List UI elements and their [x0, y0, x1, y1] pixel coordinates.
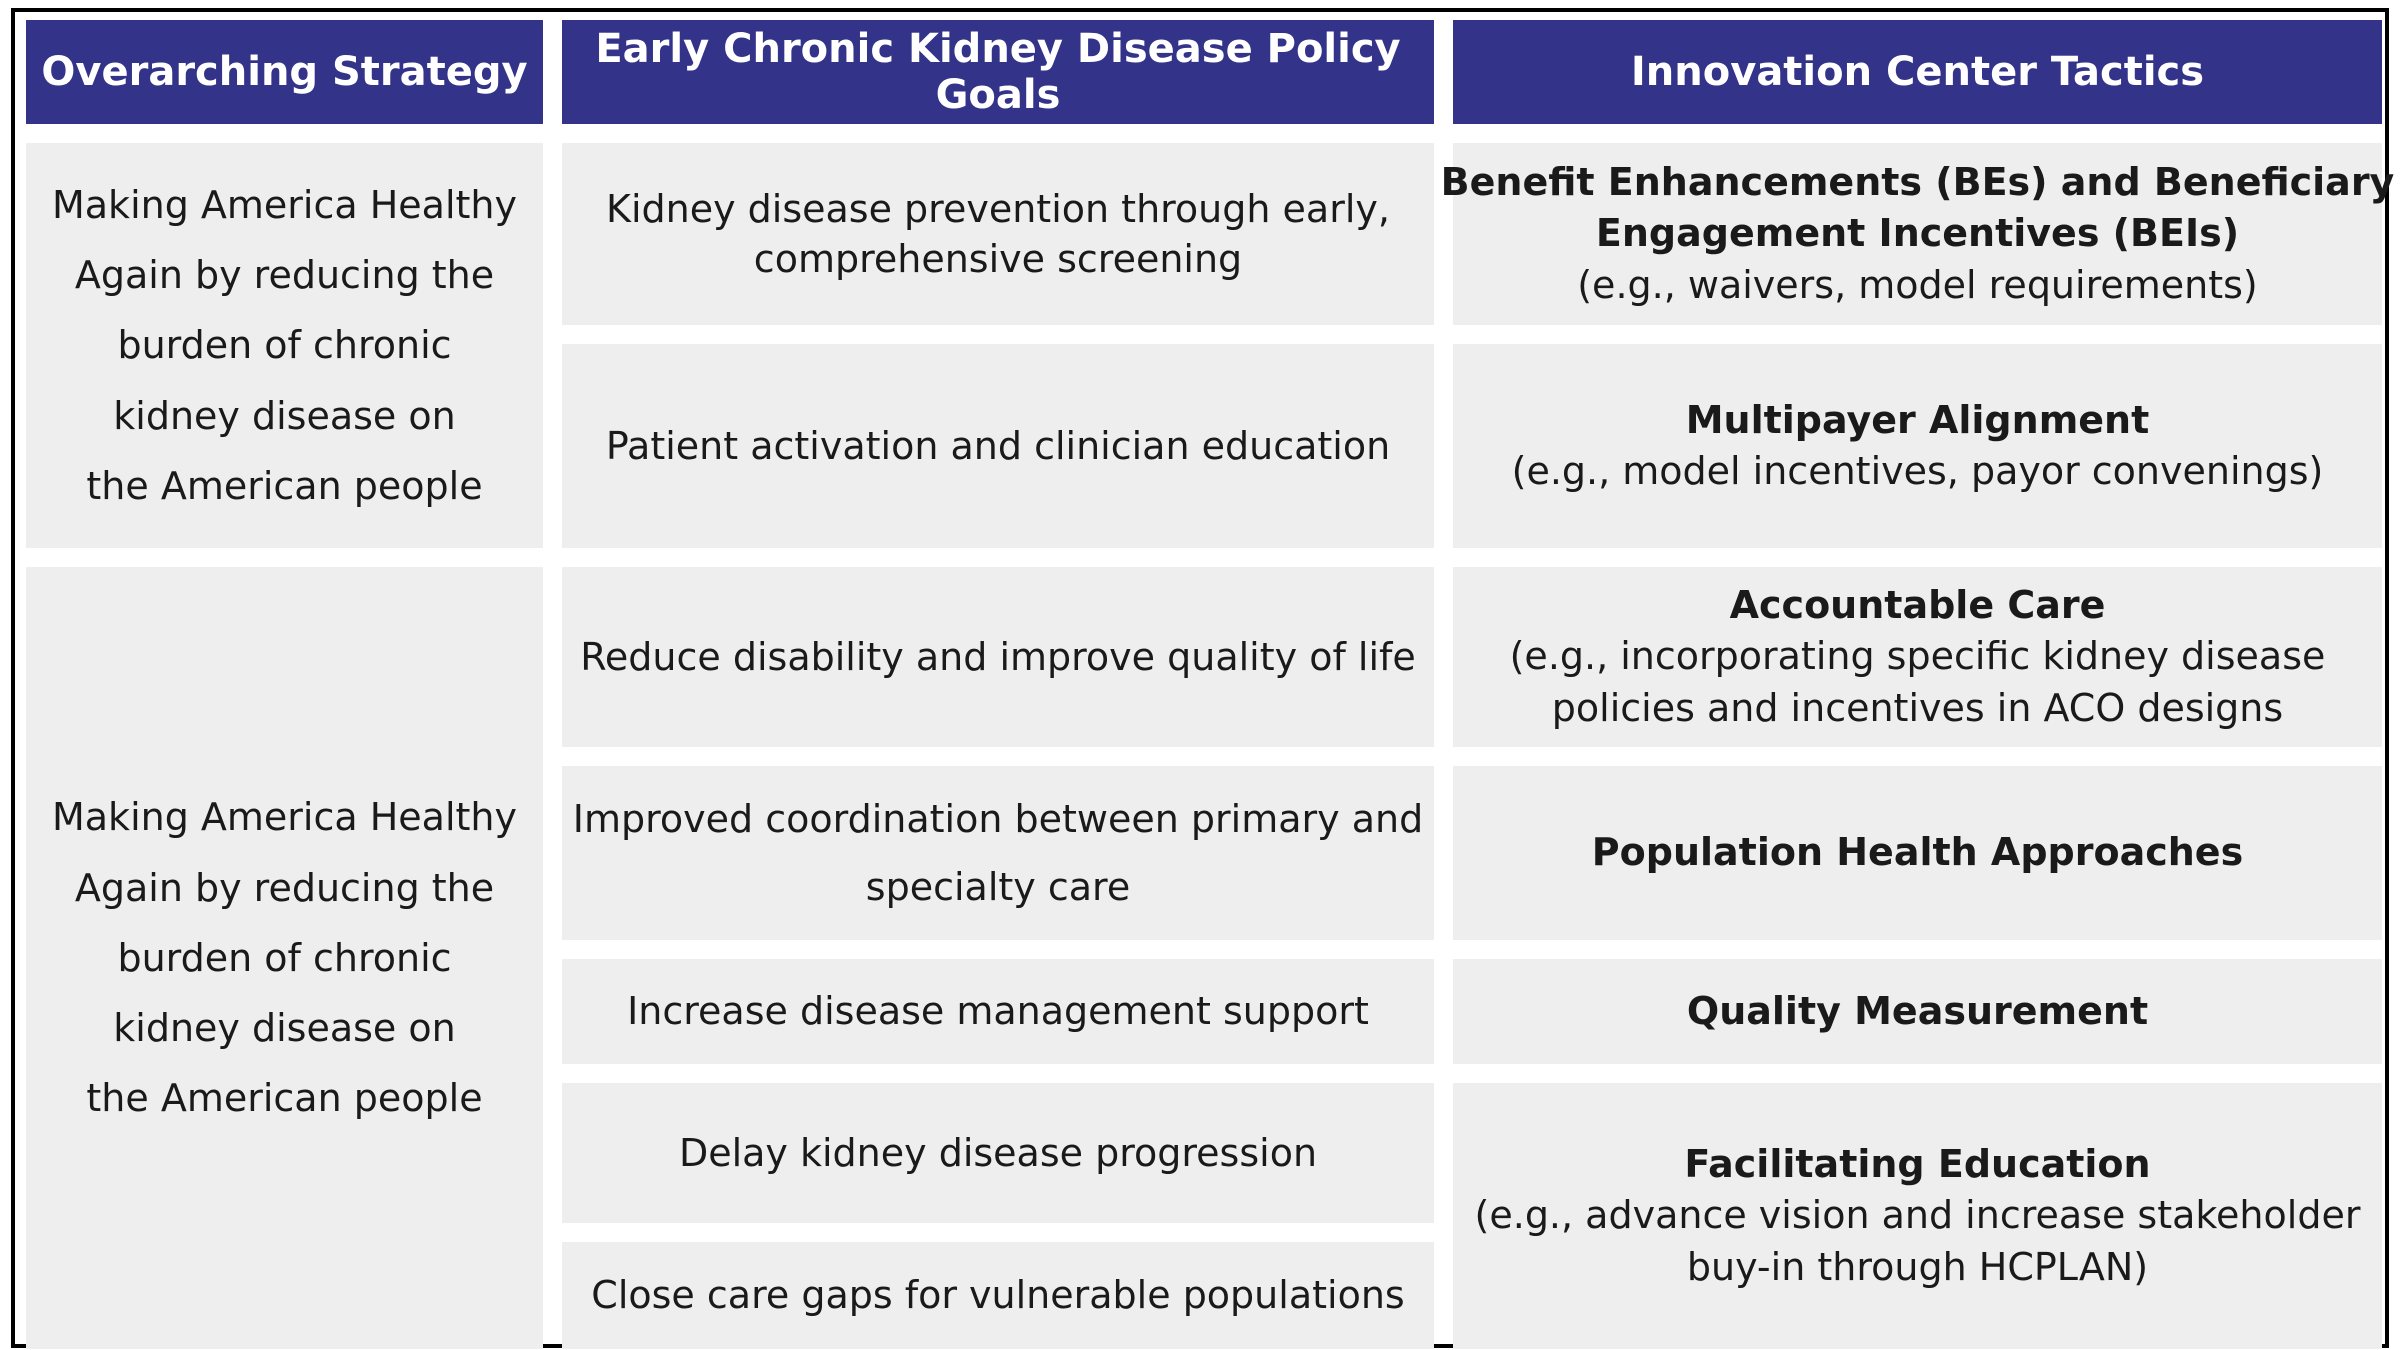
- tactic-3-title-line-1: Accountable Care: [1729, 583, 2106, 628]
- tactic-cell-4: [1453, 766, 2382, 940]
- tactic-6-sub-line-2: buy-in through HCPLAN): [1686, 1244, 2149, 1289]
- tactic-cell-6: [1453, 1083, 2382, 1349]
- tactic-cell-2: [1453, 344, 2382, 548]
- strategy-1-line-4: kidney disease on: [113, 393, 456, 438]
- tactic-6-sub-line-1: (e.g., advance vision and increase stakeholder: [1474, 1193, 2361, 1238]
- tactic-1-title-line-1: Benefit Enhancements (BEs) and Beneficiary: [1440, 160, 2395, 205]
- goal-cell-5: [562, 959, 1434, 1064]
- tactic-2-title-line-1: Multipayer Alignment: [1685, 397, 2150, 442]
- goal-3-line-1: Reduce disability and improve quality of life: [580, 634, 1416, 679]
- goal-5-line-1: Increase disease management support: [627, 989, 1369, 1034]
- header-strategy-label: Overarching Strategy: [41, 49, 528, 95]
- tactic-1-sub-line-1: (e.g., waivers, model requirements): [1577, 262, 2258, 307]
- tactic-5-title-line-1: Quality Measurement: [1686, 988, 2149, 1033]
- goal-cell-7: [562, 1242, 1434, 1349]
- header-tactics-label: Innovation Center Tactics: [1630, 49, 2205, 95]
- tactic-1-title-line-2: Engagement Incentives (BEIs): [1595, 211, 2240, 256]
- goal-4-line-1: Improved coordination between primary and: [572, 796, 1424, 841]
- tactic-2-sub-line-1: (e.g., model incentives, payor convenings): [1511, 449, 2324, 493]
- goal-cell-4: [562, 766, 1434, 940]
- tactic-3-sub-line-2: policies and incentives in ACO designs: [1551, 685, 2284, 730]
- goal-1-line-1: Kidney disease prevention through early,: [606, 186, 1390, 231]
- goal-2-line-1: Patient activation and clinician education: [605, 423, 1391, 468]
- tactic-cell-5: [1453, 959, 2382, 1064]
- strategy-2-line-4: kidney disease on: [113, 1006, 456, 1051]
- tactic-4-title-line-1: Population Health Approaches: [1591, 830, 2244, 875]
- goal-cell-1: [562, 143, 1434, 325]
- strategy-1-line-2: Again by reducing the: [74, 253, 495, 298]
- goal-cell-6: [562, 1083, 1434, 1223]
- strategy-2-line-1: Making America Healthy: [51, 795, 518, 840]
- strategy-1-line-1: Making America Healthy: [51, 182, 518, 227]
- tactic-6-title-line-1: Facilitating Education: [1684, 1142, 2151, 1187]
- header-goals: [562, 20, 1434, 124]
- goal-cell-3: [562, 567, 1434, 747]
- strategy-cell-2: [26, 567, 543, 1349]
- goal-1-line-2: comprehensive screening: [753, 237, 1243, 281]
- header-tactics: [1453, 20, 2382, 124]
- header-strategy: [26, 20, 543, 124]
- strategy-2-line-2: Again by reducing the: [74, 865, 495, 910]
- strategy-1-line-3: burden of chronic: [117, 323, 452, 368]
- goal-6-line-1: Delay kidney disease progression: [678, 1130, 1318, 1175]
- strategy-2-line-3: burden of chronic: [117, 935, 452, 980]
- strategy-cell-1: [26, 143, 543, 548]
- header-goals-label: Early Chronic Kidney Disease Policy Goals: [595, 26, 1401, 118]
- goal-cell-2: [562, 344, 1434, 548]
- goal-4-line-2: specialty care: [865, 865, 1131, 909]
- strategy-2-line-5: the American people: [86, 1076, 483, 1121]
- tactic-3-sub-line-1: (e.g., incorporating specific kidney disease: [1509, 634, 2326, 679]
- strategy-1-line-5: the American people: [86, 463, 483, 508]
- tactic-cell-3: [1453, 567, 2382, 747]
- goal-7-line-1: Close care gaps for vulnerable populations: [591, 1273, 1405, 1318]
- tactic-cell-1: [1440, 143, 2395, 325]
